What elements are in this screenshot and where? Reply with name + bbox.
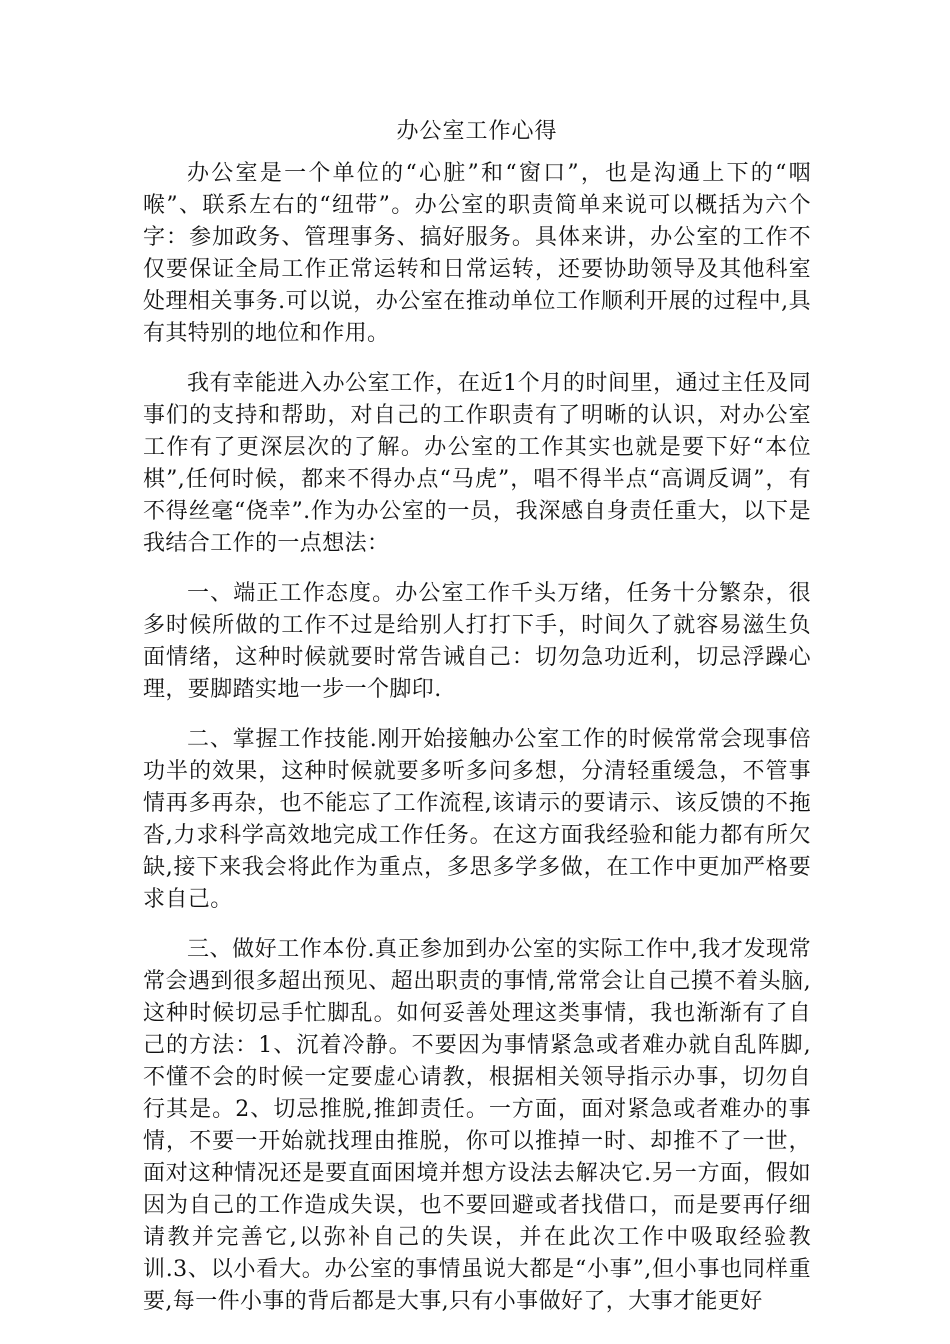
paragraph-intro: 办公室是一个单位的“心脏”和“窗口”，也是沟通上下的“咽喉”、联系左右的“纽带”。办公室的职责简单来说可以概括为六个字：参加政务、管理事务、搞好服务。具体来讲，办公室的工作不仅要保证全局工作正常运转和日常运转，还要协助领导及其他科室处理相关事务.可以说，办公室在推动单位工作顺利开展的过程中,具有其特别的地位和作用。 (143, 161, 811, 346)
paragraph-point-2: 二、掌握工作技能.刚开始接触办公室工作的时候常常会现事倍功半的效果，这种时候就要多听多问多想，分清轻重缓急，不管事情再多再杂，也不能忘了工作流程,该请示的要请示、该反馈的不拖沓,力求科学高效地完成工作任务。在这方面我经验和能力都有所欠缺,接下来我会将此作为重点，多思多学多做，在工作中更加严格要求自己。 (143, 727, 811, 912)
document-title: 办公室工作心得 (396, 119, 558, 144)
paragraph-experience: 我有幸能进入办公室工作，在近1个月的时间里，通过主任及同事们的支持和帮助，对自己的工作职责有了明晰的认识，对办公室工作有了更深层次的了解。办公室的工作其实也就是要下好“本位棋”,任何时候，都来不得办点“马虎”，唱不得半点“高调反调”，有不得丝毫“侥幸”.作为办公室的一员，我深感自身责任重大，以下是我结合工作的一点想法： (143, 371, 811, 556)
paragraph-point-3: 三、做好工作本份.真正参加到办公室的实际工作中,我才发现常常会遇到很多超出预见、超出职责的事情,常常会让自己摸不着头脑,这种时候切忌手忙脚乱。如何妥善处理这类事情，我也渐渐有了自己的方法：1、沉着冷静。不要因为事情紧急或者难办就自乱阵脚,不懂不会的时候一定要虚心请教，根据相关领导指示办事，切勿自行其是。2、切忌推脱,推卸责任。一方面，面对紧急或者难办的事情，不要一开始就找理由推脱，你可以推掉一时、却推不了一世，面对这种情况还是要直面困境并想方设法去解决它.另一方面，假如因为自己的工作造成失误，也不要回避或者找借口，而是要再仔细请教并完善它,以弥补自己的失误，并在此次工作中吸取经验教训.3、以小看大。办公室的事情虽说大都是“小事”,但小事也同样重要,每一件小事的背后都是大事,只有小事做好了，大事才能更好 (143, 937, 811, 1314)
document-page (143, 112, 811, 1336)
paragraph-point-1: 一、端正工作态度。办公室工作千头万绪，任务十分繁杂，很多时候所做的工作不过是给别人打打下手，时间久了就容易滋生负面情绪，这种时候就要时常告诫自己：切勿急功近利，切忌浮躁心理，要脚踏实地一步一个脚印. (143, 581, 811, 702)
